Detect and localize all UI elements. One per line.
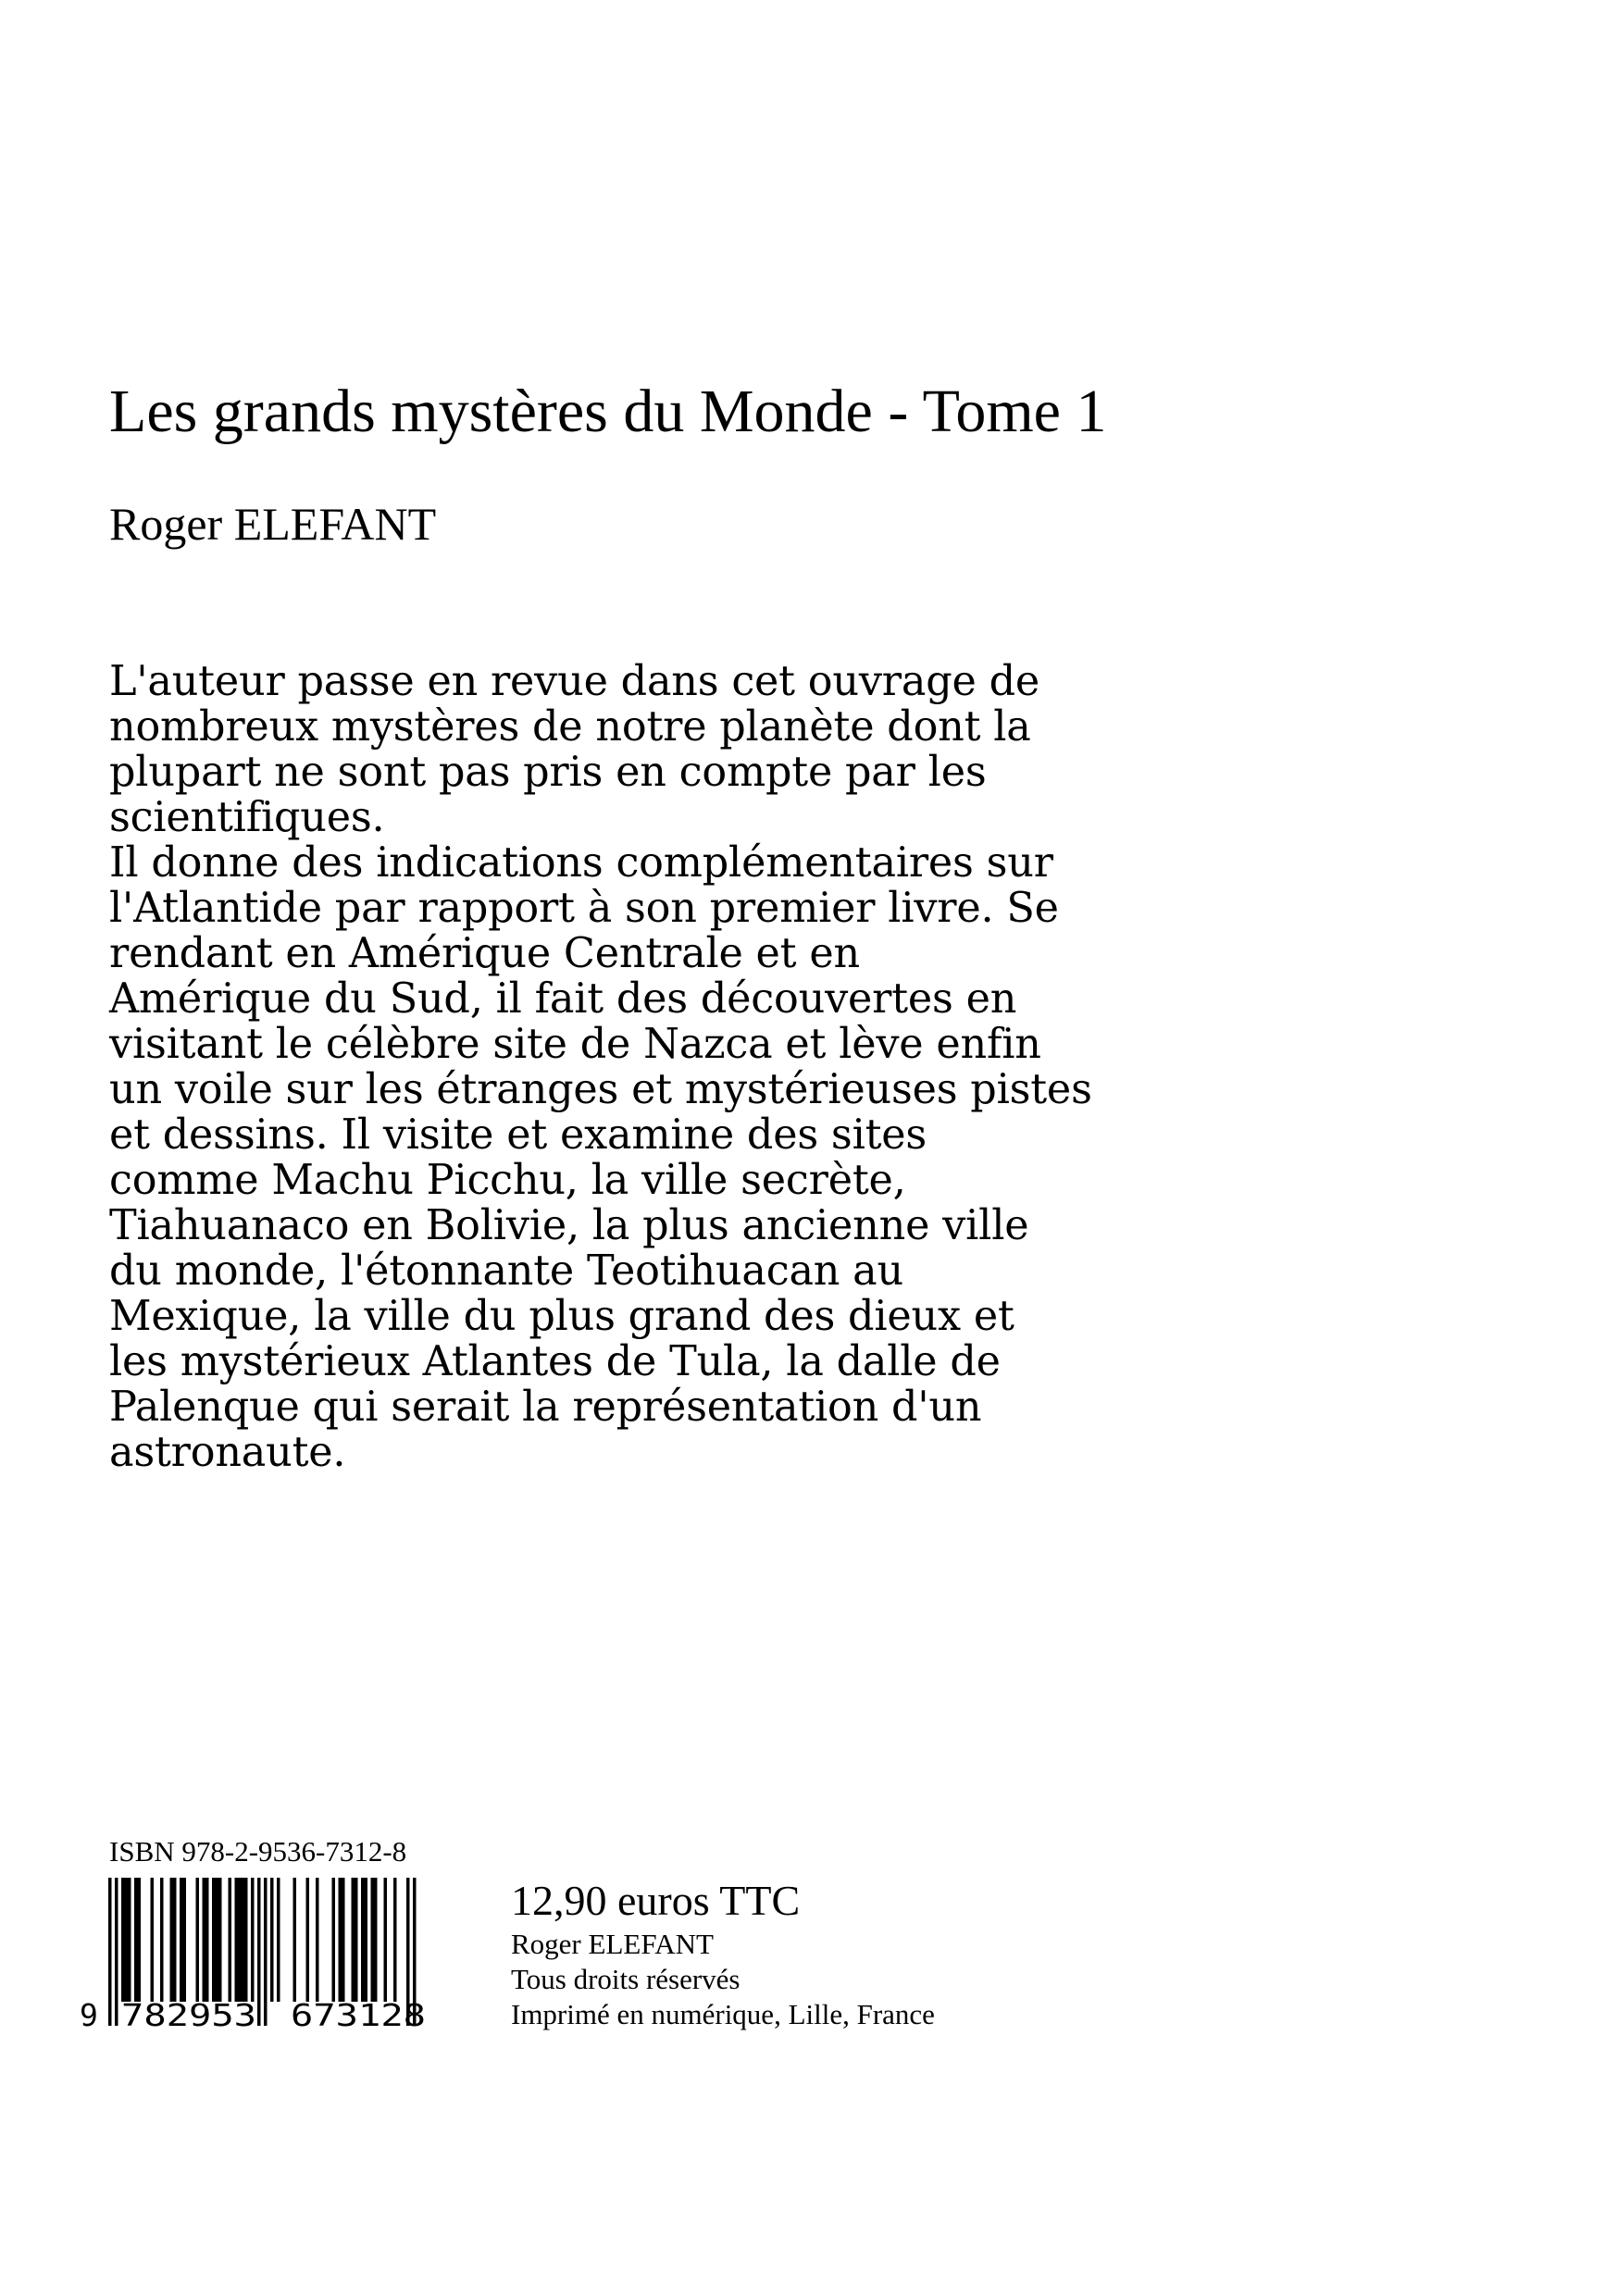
publisher-name: Roger ELEFANT — [511, 1928, 714, 1960]
barcode-bar — [235, 1878, 239, 2002]
barcode-bar — [371, 1878, 375, 2002]
barcode-bar — [257, 1878, 261, 2026]
barcode-bar — [134, 1878, 138, 2002]
barcode-bar — [238, 1878, 242, 2002]
barcode-bar — [229, 1878, 232, 2002]
barcode-bar — [180, 1878, 183, 2002]
barcode-bar — [242, 1878, 245, 2002]
barcode-bar — [212, 1878, 216, 2002]
barcode-bar — [138, 1878, 142, 2002]
printing-info: Imprimé en numérique, Lille, France — [511, 1998, 935, 2030]
book-author: Roger ELEFANT — [109, 498, 437, 550]
book-title: Les grands mystères du Monde - Tome 1 — [109, 378, 1107, 445]
barcode-bar — [352, 1878, 355, 2002]
barcode-left-digits: 782953 — [121, 1997, 256, 2029]
barcode-bar — [251, 1878, 255, 2002]
barcode-lead-digit: 9 — [80, 1997, 98, 2029]
barcode-bar — [316, 1878, 319, 2002]
barcode-bar — [183, 1878, 187, 2002]
barcode-bar — [374, 1878, 378, 2002]
barcode-bar — [115, 1878, 118, 2026]
barcode-bar — [125, 1878, 129, 2002]
barcode-bar — [151, 1878, 155, 2002]
barcode-bar — [306, 1878, 310, 2002]
barcode-bar — [339, 1878, 342, 2002]
barcode-bar — [128, 1878, 131, 2002]
barcode-right-digits: 673128 — [291, 1997, 426, 2029]
barcode-bar — [384, 1878, 388, 2002]
barcode-bar — [218, 1878, 222, 2002]
barcode-bar — [264, 1878, 268, 2026]
barcode-bar — [361, 1878, 365, 2002]
barcode-bar — [160, 1878, 164, 2002]
barcode-bar — [332, 1878, 336, 2002]
barcode-bar — [203, 1878, 206, 2002]
barcode-bar — [355, 1878, 358, 2002]
price: 12,90 euros TTC — [511, 1877, 801, 1924]
barcode-bar — [293, 1878, 297, 2002]
barcode-bar — [205, 1878, 209, 2002]
isbn-label: ISBN 978-2-9536-7312-8 — [109, 1835, 407, 1868]
barcode-bar — [270, 1878, 274, 2002]
barcode-bar — [277, 1878, 280, 2002]
barcode-bar — [365, 1878, 368, 2002]
rights-notice: Tous droits réservés — [511, 1963, 741, 1995]
book-blurb: L'auteur passe en revue dans cet ouvrage de nombreux mystères de notre planète dont la plupart ne sont pas pris en compte par les scientifiques. Il donne des indications complémentaires sur l'Atlantide par rapport à son premier livre. Se rendant en Amérique Centrale et en Amérique du Sud, il fait des découvertes en visitant le célèbre site de Nazca et lève enfin un voile sur les étranges et mystérieuses pistes et dessins. Il visite et examine des sites comme Machu Picchu, la ville secrète, Tiahuanaco en Bolivie, la plus ancienne ville du monde, l'étonnante Teotihuacan au Mexique, la ville du plus grand des dieux et les mystérieux Atlantes de Tula, la dalle de Palenque qui serait la représentation d'un astronaute. — [109, 658, 1092, 1476]
ean13-barcode — [76, 1872, 455, 2029]
barcode-bar — [108, 1878, 112, 2026]
barcode-bar — [196, 1878, 200, 2002]
barcode-bar — [244, 1878, 248, 2002]
barcode-bar — [393, 1878, 397, 2002]
barcode-bar — [342, 1878, 345, 2002]
barcode-bar — [173, 1878, 177, 2002]
barcode-bar — [121, 1878, 125, 2002]
barcode-bar — [170, 1878, 174, 2002]
barcode-bar — [216, 1878, 219, 2002]
